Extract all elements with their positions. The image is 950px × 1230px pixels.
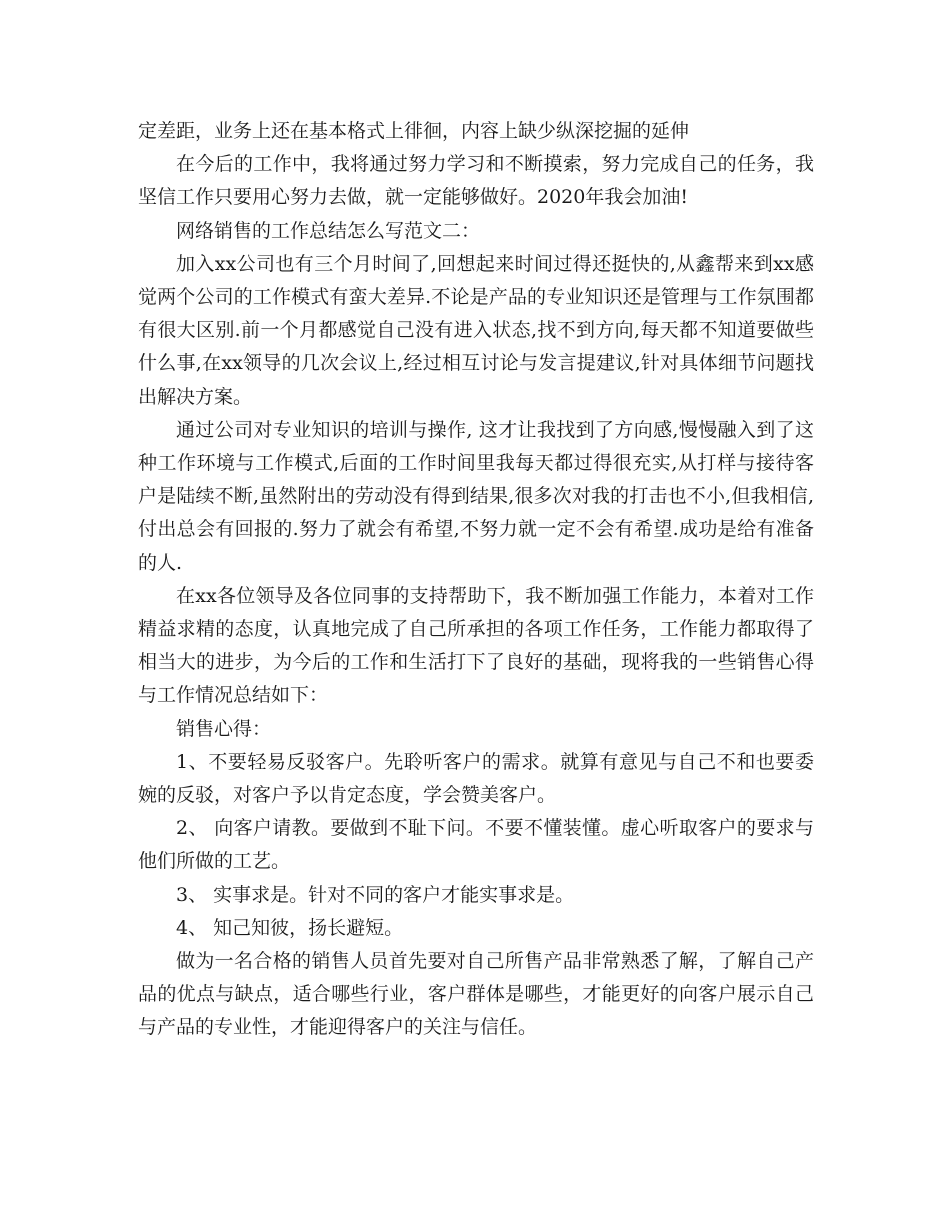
paragraph-qualified-salesperson: 做为一名合格的销售人员首先要对自己所售产品非常熟悉了解，了解自己产品的优点与缺点，适合哪些行业，客户群体是哪些，才能更好的向客户展示自己与产品的专业性，才能迎得客户的关注与信任。 [138,950,814,1039]
list-item-3: 3、 实事求是。针对不同的客户才能实事求是。 [176,883,575,906]
list-item-4: 4、 知己知彼，扬长避短。 [176,916,404,939]
paragraph-training: 通过公司对专业知识的培训与操作, 这才让我找到了方向感,慢慢融入到了这种工作环境与工作模式,后面的工作时间里我每天都过得很充实,从打样与接待客户是陆续不断,虽然附出的劳动没有得到结果,很多次对我的打击也不小,但我相信,付出总会有回报的.努力了就会有希望,不努力就一定不会有希望.成功是给有准备的人. [138,418,814,574]
paragraph-future-work: 在今后的工作中，我将通过努力学习和不断摸索，努力完成自己的任务，我坚信工作只要用心努力去做，就一定能够做好。2020年我会加油! [138,153,814,209]
section-heading-sales-insights: 销售心得： [176,717,272,740]
list-item-2: 2、 向客户请教。要做到不耻下问。不要不懂装懂。虚心听取客户的要求与他们所做的工艺。 [138,817,814,873]
paragraph-joining-company: 加入xx公司也有三个月时间了,回想起来时间过得还挺快的,从鑫帮来到xx感觉两个公司的工作模式有蛮大差异.不论是产品的专业知识还是管理与工作氛围都有很大区别.前一个月都感觉自己没有进入状态,找不到方向,每天都不知道要做些什么事,在xx领导的几次会议上,经过相互讨论与发言提建议,针对具体细节问题找出解决方案。 [138,252,814,408]
paragraph-continuation: 定差距，业务上还在基本格式上徘徊，内容上缺少纵深挖掘的延伸 [138,120,690,142]
document-body [138,115,814,1045]
section-heading-sample-two: 网络销售的工作总结怎么写范文二： [176,219,481,242]
paragraph-support-progress: 在xx各位领导及各位同事的支持帮助下，我不断加强工作能力，本着对工作精益求精的态度，认真地完成了自己所承担的各项工作任务，工作能力都取得了相当大的进步，为今后的工作和生活打下了良好的基础，现将我的一些销售心得与工作情况总结如下： [138,584,814,707]
list-item-1: 1、不要轻易反驳客户。先聆听客户的需求。就算有意见与自己不和也要委婉的反驳，对客户予以肯定态度，学会赞美客户。 [138,750,814,807]
